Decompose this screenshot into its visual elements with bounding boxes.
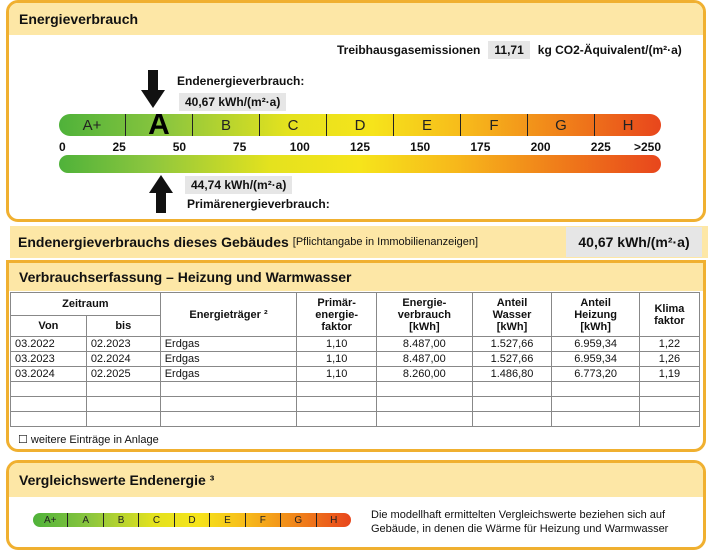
energy-consumption-header: Energie- verbrauch [kWh]: [377, 293, 473, 337]
table-cell: 6.959,34: [552, 352, 639, 367]
table-cell: [297, 397, 377, 412]
share-water-header: Anteil Wasser [kWh]: [472, 293, 552, 337]
table-cell: [472, 382, 552, 397]
table-cell: 02.2023: [86, 337, 160, 352]
comparison-panel: [6, 460, 706, 550]
scale-tick-label: 0: [59, 140, 66, 154]
table-row: [11, 352, 700, 367]
class-a: A: [68, 513, 103, 527]
ghg-label: Treibhausgasemissionen: [337, 43, 481, 57]
energy-panel-header: [9, 3, 703, 35]
building-energy-title: Endenergieverbrauchs dieses Gebäudes: [18, 234, 289, 250]
table-row: [11, 367, 700, 382]
class-d: D: [327, 114, 394, 136]
table-cell: [552, 397, 639, 412]
table-cell: 1,10: [297, 352, 377, 367]
table-cell: [377, 397, 473, 412]
class-a-plus: A+: [59, 114, 126, 136]
period-header: Zeitraum: [11, 293, 161, 316]
class-d: D: [175, 513, 210, 527]
primary-energy-label: Primärenergieverbrauch:: [187, 197, 330, 211]
table-cell: [11, 382, 87, 397]
table-cell: [552, 382, 639, 397]
table-cell: [86, 382, 160, 397]
table-cell: [160, 412, 297, 427]
scale-tick-label: 100: [289, 140, 310, 154]
table-cell: [639, 397, 699, 412]
primary-energy-arrow-icon: [149, 175, 173, 215]
final-energy-value: 40,67 kWh/(m²·a): [179, 93, 286, 111]
comparison-title: Vergleichswerte Endenergie ³: [19, 472, 215, 488]
building-energy-note: [Pflichtangabe in Immobilienanzeigen]: [292, 236, 479, 248]
scale-tick-label: 225: [590, 140, 611, 154]
table-cell: 1,19: [639, 367, 699, 382]
class-f: F: [246, 513, 281, 527]
final-energy-arrow-icon: [141, 70, 165, 110]
primary-energy-value: 44,74 kWh/(m²·a): [185, 176, 292, 194]
table-cell: 03.2023: [11, 352, 87, 367]
table-cell: 1,10: [297, 367, 377, 382]
table-cell: 1,22: [639, 337, 699, 352]
table-cell: 8.487,00: [377, 352, 473, 367]
table-row: [11, 337, 700, 352]
class-g: G: [281, 513, 316, 527]
ghg-row: [337, 41, 682, 59]
energy-class-scale: [59, 114, 661, 136]
table-cell: [639, 412, 699, 427]
class-a-plus: A+: [33, 513, 68, 527]
table-cell: 1,26: [639, 352, 699, 367]
table-row: [11, 397, 700, 412]
scale-tick-label: >250: [633, 140, 661, 154]
table-row: [11, 382, 700, 397]
scale-tick-label: 25: [112, 140, 126, 154]
energy-panel: [6, 0, 706, 222]
table-cell: 03.2022: [11, 337, 87, 352]
energy-gradient-bar: [59, 155, 661, 173]
comparison-text: Die modellhaft ermittelten Vergleichswerte beziehen sich auf Gebäude, in denen die Wärme für Heizung und Warmwasser: [371, 509, 669, 535]
final-energy-label: Endenergieverbrauch:: [177, 74, 305, 88]
table-cell: 6.773,20: [552, 367, 639, 382]
class-a: A: [126, 114, 193, 136]
consumption-title: Verbrauchserfassung – Heizung und Warmwasser: [19, 269, 352, 285]
table-cell: 6.959,34: [552, 337, 639, 352]
table-cell: Erdgas: [160, 352, 297, 367]
class-h: H: [330, 514, 338, 526]
comparison-panel-header: [9, 463, 703, 497]
table-cell: 02.2024: [86, 352, 160, 367]
table-cell: Erdgas: [160, 337, 297, 352]
table-cell: [160, 382, 297, 397]
energy-title: Energieverbrauch: [19, 11, 139, 27]
table-cell: [86, 397, 160, 412]
class-c: C: [260, 114, 327, 136]
table-cell: [297, 412, 377, 427]
building-energy-value: 40,67 kWh/(m²·a): [566, 227, 702, 257]
class-h: H: [622, 116, 634, 134]
table-cell: [297, 382, 377, 397]
table-cell: [377, 382, 473, 397]
table-cell: [160, 397, 297, 412]
table-cell: [472, 412, 552, 427]
table-cell: [86, 412, 160, 427]
scale-tick-label: 50: [172, 140, 187, 154]
class-e: E: [210, 513, 245, 527]
primary-factor-header: Primär- energie- faktor: [297, 293, 377, 337]
table-cell: 03.2024: [11, 367, 87, 382]
further-entries-note: ☐ weitere Einträge in Anlage: [18, 434, 159, 446]
class-b: B: [193, 114, 260, 136]
scale-tick-label: 175: [470, 140, 491, 154]
table-row: [11, 412, 700, 427]
carrier-header: Energieträger ²: [160, 293, 297, 337]
table-cell: 1.486,80: [472, 367, 552, 382]
class-e: E: [394, 114, 461, 136]
energy-scale-ticks: [59, 140, 661, 154]
class-c: C: [139, 513, 174, 527]
scale-tick-label: 200: [530, 140, 551, 154]
table-cell: 8.260,00: [377, 367, 473, 382]
class-b: B: [104, 513, 139, 527]
ghg-unit: kg CO2-Äquivalent/(m²·a): [537, 43, 682, 57]
consumption-table: [10, 292, 700, 427]
table-cell: 1,10: [297, 337, 377, 352]
scale-tick-label: 75: [232, 140, 247, 154]
table-cell: [472, 397, 552, 412]
from-header: Von: [11, 316, 87, 337]
comparison-class-scale: [33, 513, 351, 527]
table-cell: Erdgas: [160, 367, 297, 382]
table-cell: [639, 382, 699, 397]
ghg-value: 11,71: [488, 41, 529, 59]
table-cell: 1.527,66: [472, 337, 552, 352]
table-cell: [377, 412, 473, 427]
consumption-panel-header: [9, 263, 703, 291]
table-cell: 8.487,00: [377, 337, 473, 352]
class-f: F: [461, 114, 528, 136]
scale-tick-label: 125: [349, 140, 371, 154]
scale-tick-label: 150: [410, 140, 431, 154]
table-cell: [11, 397, 87, 412]
share-heating-header: Anteil Heizung [kWh]: [552, 293, 639, 337]
table-cell: [11, 412, 87, 427]
to-header: bis: [86, 316, 160, 337]
climate-factor-header: Klima faktor: [639, 293, 699, 337]
table-cell: 02.2025: [86, 367, 160, 382]
table-cell: [552, 412, 639, 427]
class-g: G: [528, 114, 595, 136]
table-cell: 1.527,66: [472, 352, 552, 367]
